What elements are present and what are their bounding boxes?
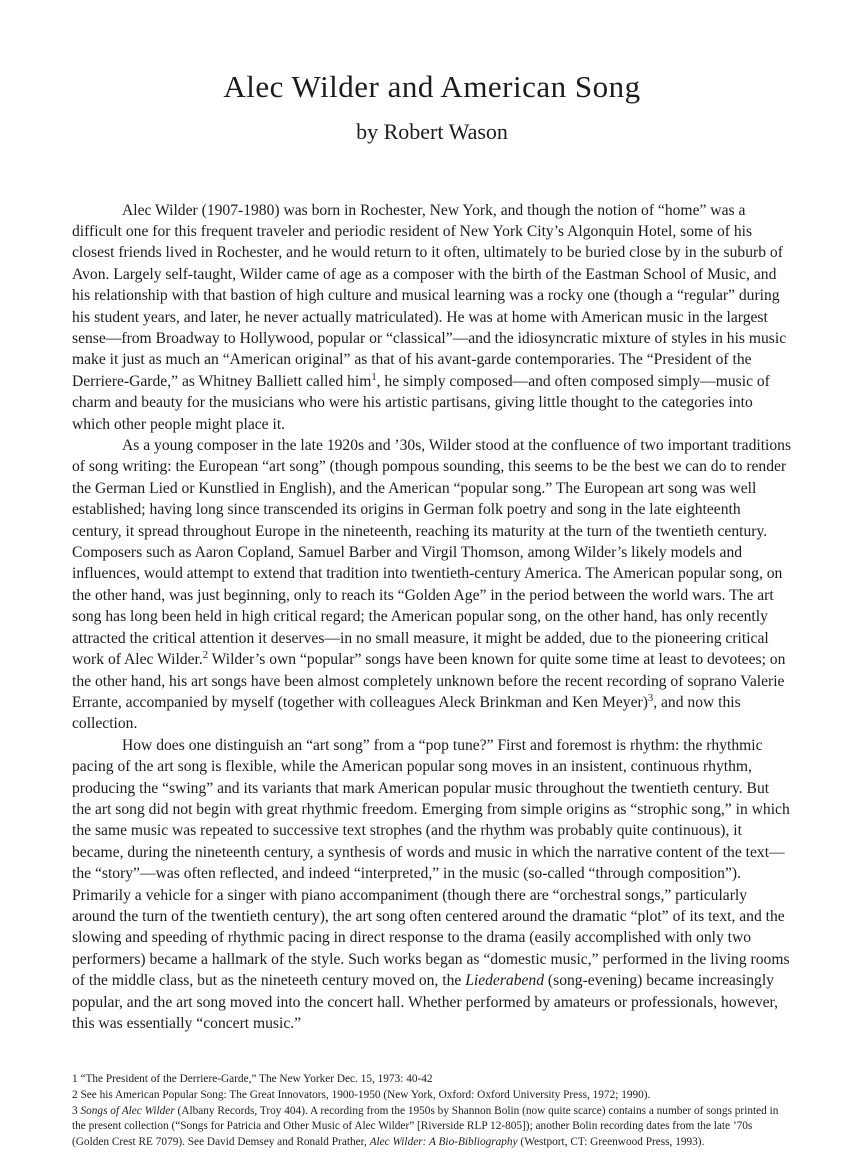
text-run: (Westport, CT: Greenwood Press, 1993).: [517, 1135, 705, 1148]
italic-text: Alec Wilder: A Bio-Bibliography: [369, 1135, 518, 1148]
footnote: [72, 1072, 792, 1088]
byline: by Robert Wason: [356, 119, 508, 145]
italic-text: Liederabend: [465, 972, 545, 990]
text-run: (song-evening) became increasingly popular, and the art song moved into the concert hall. Whether performed by amateurs or professionals, however, this was essentially “concert music.”: [72, 972, 779, 1033]
text-run: , and now this collection.: [72, 693, 741, 733]
text-run: , he simply composed—and often composed simply—music of charm and beauty for the musicians who were his artistic partisans, giving little thought to the categories into which other people might place it.: [72, 372, 770, 433]
italic-text: Songs of Alec Wilder: [80, 1104, 175, 1117]
footnote-marker: 2: [202, 649, 209, 661]
text-run: 3: [72, 1104, 81, 1117]
text-run: How does one distinguish an “art song” from a “pop tune?” First and foremost is rhythm: the rhythmic pacing of the art song is flexible, while the American popular song moves in an insistent, continuous rhythm, producing the “swing” and its variants that mark American popular music throughout the twentieth century. But the art song did not begin with great rhythmic freedom. Emerging from simple origins as “strophic song,” in which the same music was repeated to successive text strophes (and the rhythm was probably quite continuous), it became, during the nineteenth century, a synthesis of words and music in which the narrative content of the text—the “story”—was often reflected, and indeed “interpreted,” in the music (so-called “through composition”). Primarily a vehicle for a singer with piano accompaniment (though there are “orchestral songs,” particularly around the turn of the twentieth century), the art song often centered around the dramatic “plot” of its text, and the slowing and speeding of rhythmic pacing in direct response to the drama (easily accomplished with only two performers) became a hallmark of the style. Such works began as “domestic music,” performed in the living rooms of the middle class, but as the nineteeth century moved on, the: [72, 736, 790, 990]
text-run: Alec Wilder (1907-1980) was born in Rochester, New York, and though the notion of “home” was a difficult one for this frequent traveler and periodic resident of New York City’s Algonquin Hotel, some of his closest friends lived in Rochester, and he would return to it often, ultimately to be buried close by in the suburb of Avon. Largely self-taught, Wilder came of age as a composer with the birth of the Eastman School of Music, and his relationship with that bastion of high culture and musical learning was a rocky one (though a “regular” during his student years, and later, he never actually matriculated). He was at home with American music in the largest sense—from Broadway to Hollywood, popular or “classical”—and the idiosyncratic mixture of styles in his music make it just as much an “American original” as that of his avant-garde contemporaries. The “President of the Derriere-Garde,” as Whitney Balliett called him: [72, 201, 787, 390]
paragraph: [72, 200, 792, 435]
text-run: (Albany Records, Troy 404). A recording from the 1950s by Shannon Bolin (now quite scarce) contains a number of songs printed in the present collection (“Songs for Patricia and Other Music of Alec Wilder” [Riverside RLP 12-805]); another Bolin recording dates from the late ’70s (Golden Crest RE 7079). See David Demsey and Ronald Prather,: [72, 1104, 779, 1148]
text-run: 2 See his American Popular Song: The Great Innovators, 1900-1950 (New York, Oxford: Oxford University Press, 1972; 1990).: [72, 1089, 651, 1102]
article-body: [72, 200, 792, 1035]
text-run: Wilder’s own “popular” songs have been known for quite some time at least to devotees; on the other hand, his art songs have been almost completely unknown before the recent recording of soprano Valerie Errante, accompanied by myself (together with colleagues Aleck Brinkman and Ken Meyer): [72, 651, 786, 711]
paragraph: [72, 435, 792, 735]
footnote-marker: 1: [371, 371, 377, 383]
footnote: [72, 1088, 792, 1104]
footnote: [72, 1104, 792, 1151]
paragraph: [72, 735, 792, 1035]
footnotes: [72, 1072, 792, 1150]
page-title: Alec Wilder and American Song: [223, 69, 641, 104]
text-run: 1 “The President of the Derriere-Garde,” The New Yorker Dec. 15, 1973: 40-42: [72, 1073, 433, 1086]
footnote-marker: 3: [647, 692, 654, 704]
text-run: As a young composer in the late 1920s and ’30s, Wilder stood at the confluence of two important traditions of song writing: the European “art song” (though pompous sounding, this seems to be the best we can do to render the German Lied or Kunstlied in English), and the American “popular song.” The European art song was well established; having long since transcended its origins in German folk poetry and song in the late eighteenth century, it spread throughout Europe in the nineteenth, reaching its maturity at the turn of the twentieth century. Composers such as Aaron Copland, Samuel Barber and Virgil Thomson, among Wilder’s likely models and influences, would attempt to extend that tradition into twentieth-century America. The American popular song, on the other hand, was just beginning, only to reach its “Golden Age” in the period between the world wars. The art song has long been held in high critical regard; the American popular song, on the other hand, has only recently attracted the critical attention it deserves—in no small measure, it might be added, due to the pioneering critical work of Alec Wilder.: [72, 437, 792, 669]
